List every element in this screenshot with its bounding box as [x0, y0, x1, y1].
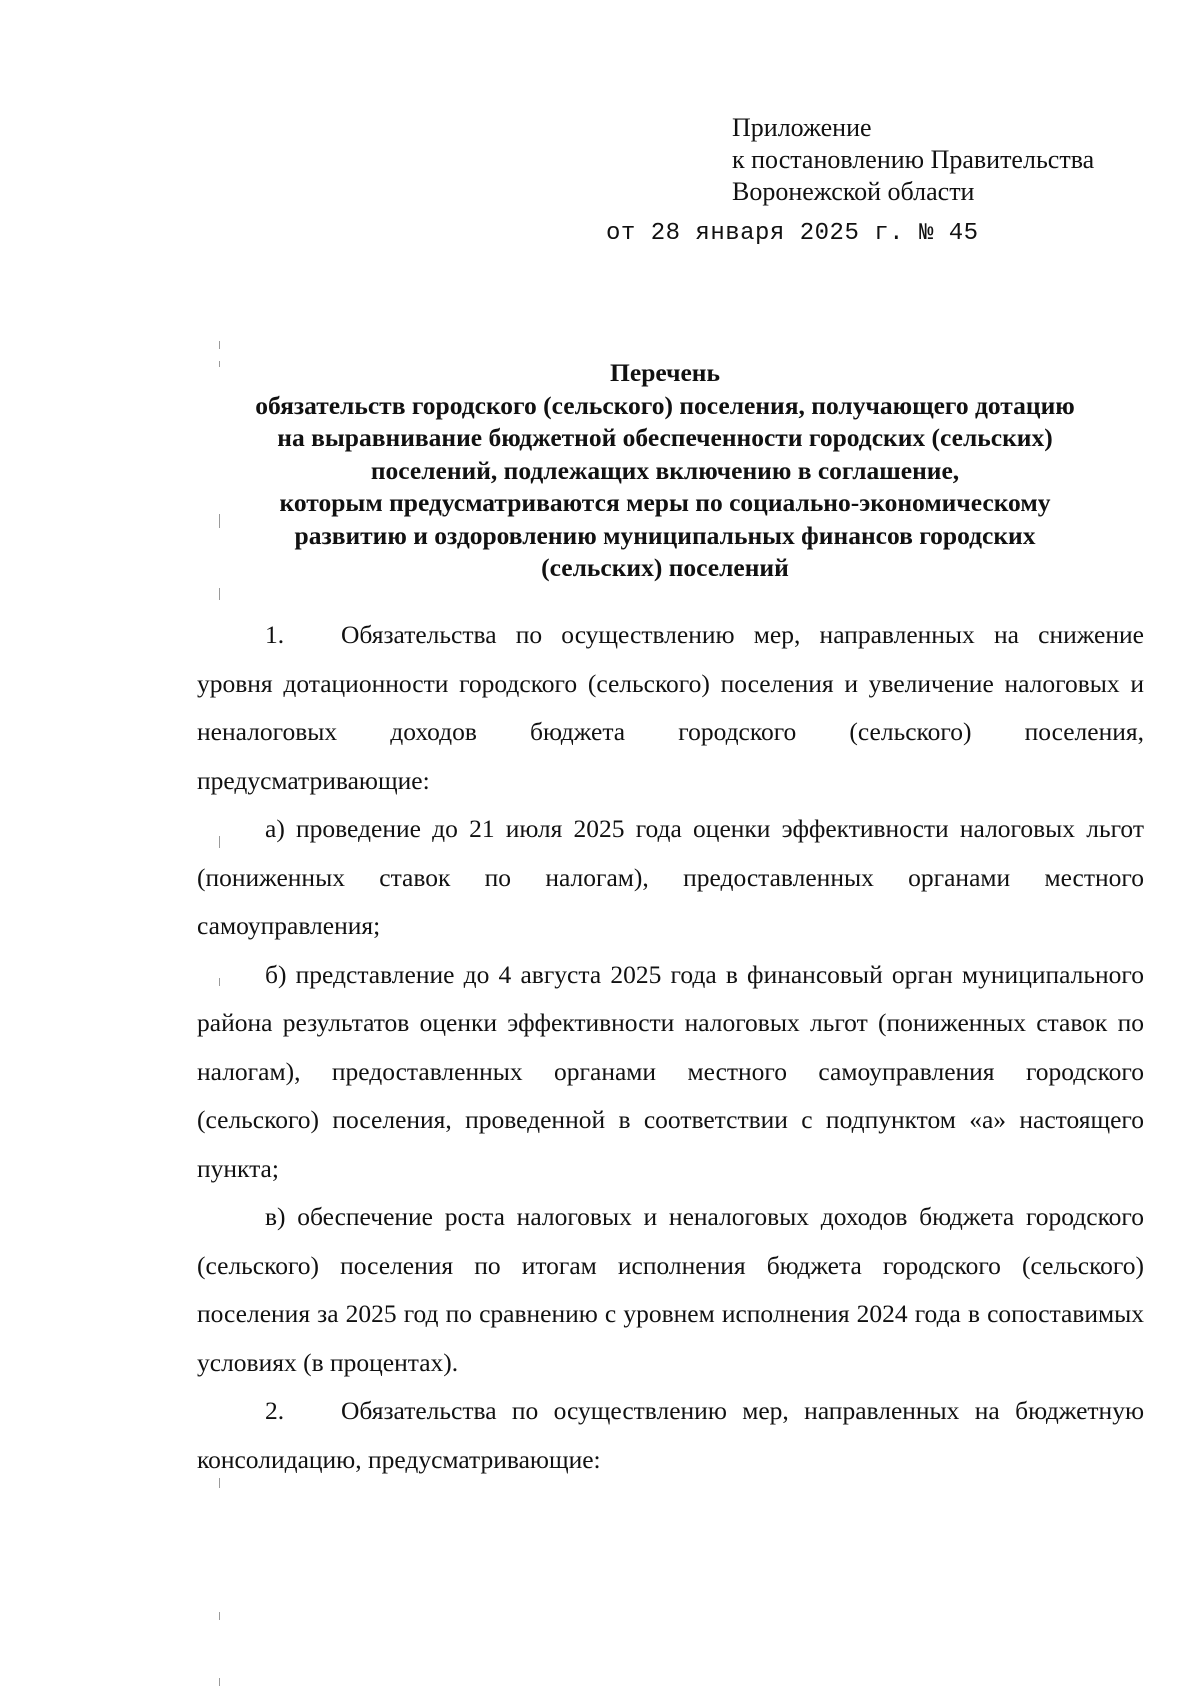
- document-date-number: от 28 января 2025 г. № 45: [606, 220, 979, 247]
- subparagraph-c: в) обеспечение роста налоговых и неналоговых доходов бюджета городского (сельского) поселения по итогам исполнения бюджета городского (сельского) поселения за 2025 год по сравнению с уровнем исполнения 2024 года в сопоставимых условиях (в процентах).: [197, 1202, 1144, 1377]
- scan-artifact: [219, 588, 220, 600]
- scan-artifact: [219, 978, 220, 986]
- paragraph-1: [197, 611, 1144, 805]
- paragraph-number: 1.: [265, 620, 285, 649]
- document-body: [197, 611, 1144, 1484]
- paragraph-2: [197, 1387, 1144, 1484]
- appendix-region: Воронежской области: [732, 177, 975, 206]
- scan-artifact: [219, 341, 220, 349]
- title-line: которым предусматриваются меры по социально-экономическому: [279, 488, 1051, 517]
- scan-artifact: [219, 361, 220, 367]
- title-line: развитию и оздоровлению муниципальных финансов городских: [294, 520, 1036, 550]
- appendix-label: Приложение: [732, 113, 872, 142]
- title-line: поселений, подлежащих включению в соглашение,: [370, 455, 960, 485]
- document-title: [180, 357, 1150, 585]
- scan-artifact: [219, 514, 220, 528]
- subparagraph-a: а) проведение до 21 июля 2025 года оценки эффективности налоговых льгот (пониженных ставок по налогам), предоставленных органами местного самоуправления;: [197, 814, 1144, 940]
- title-line: на выравнивание бюджетной обеспеченности городских (сельских): [277, 423, 1053, 452]
- scan-artifact: [219, 1678, 220, 1686]
- scan-artifact: [219, 1612, 220, 1620]
- paragraph-number: 2.: [265, 1396, 285, 1425]
- paragraph-text: Обязательства по осуществлению мер, направленных на бюджетную консолидацию, предусматривающие:: [197, 1396, 1144, 1474]
- appendix-header: [732, 112, 1172, 208]
- appendix-resolution-ref: к постановлению Правительства: [732, 145, 1095, 174]
- scan-artifact: [219, 836, 220, 848]
- subparagraph-b: б) представление до 4 августа 2025 года в финансовый орган муниципального района результатов оценки эффективности налоговых льгот (пониженных ставок по налогам), предоставленных органами местного самоуправления городского (сельского) поселения, проведенной в соответствии с подпунктом «а» настоящего пункта;: [197, 959, 1144, 1183]
- paragraph-text: Обязательства по осуществлению мер, направленных на снижение уровня дотационности городского (сельского) поселения и увеличение налоговых и неналоговых доходов бюджета городского (сельского) поселения, предусматривающие:: [197, 620, 1144, 795]
- title-heading: Перечень: [610, 358, 720, 387]
- scan-artifact: [219, 1478, 220, 1488]
- title-line: обязательств городского (сельского) поселения, получающего дотацию: [255, 390, 1075, 420]
- title-line: (сельских) поселений: [541, 553, 789, 582]
